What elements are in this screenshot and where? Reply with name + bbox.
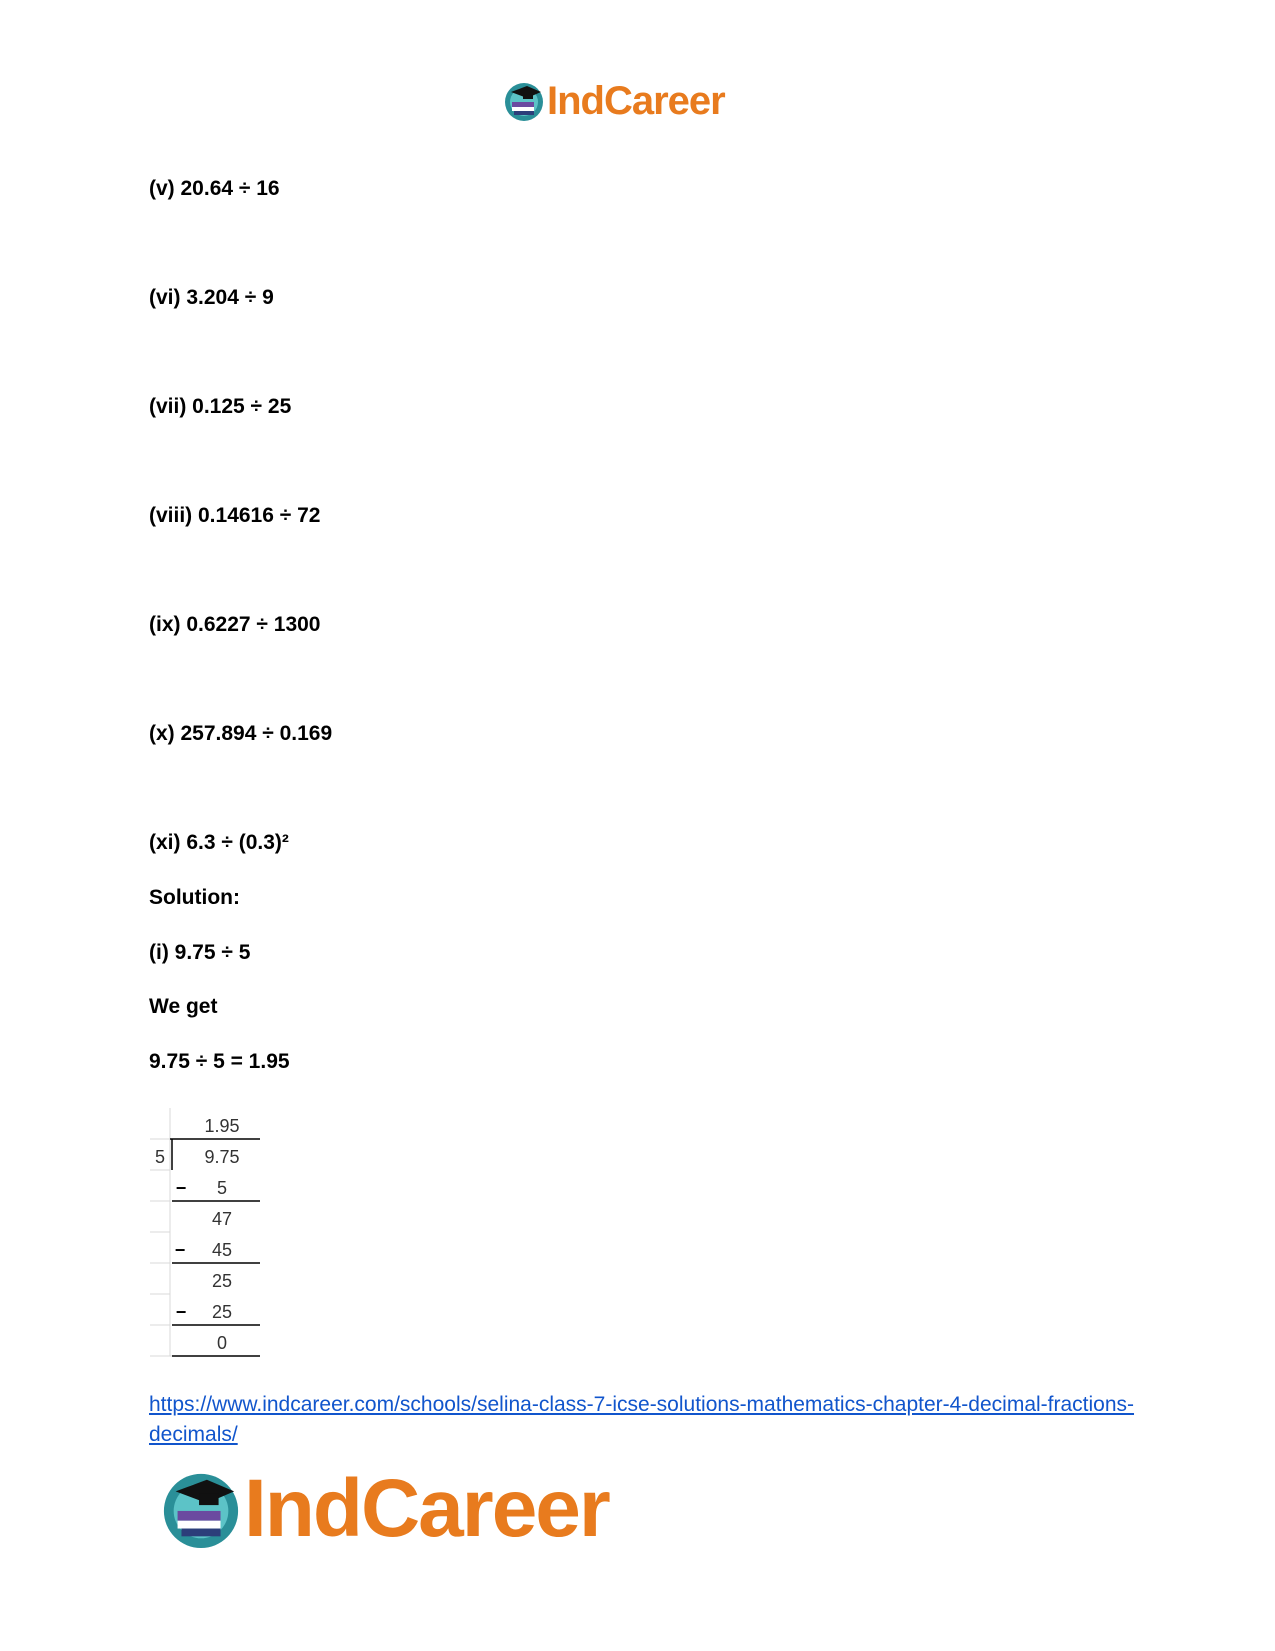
question-v: (v) 20.64 ÷ 16	[149, 177, 280, 200]
division-divisor: 5	[154, 1147, 166, 1167]
footer-logo	[160, 1464, 609, 1554]
question-x: (x) 257.894 ÷ 0.169	[149, 722, 333, 745]
solution-heading: Solution:	[149, 886, 240, 909]
division-final-remainder: 0	[216, 1333, 228, 1353]
division-subtract-1: 5	[216, 1178, 228, 1198]
solution-result: 9.75 ÷ 5 = 1.95	[149, 1050, 290, 1073]
division-subtract-2: 45	[211, 1240, 233, 1260]
division-minus-3: −	[175, 1302, 187, 1322]
division-minus-1: −	[175, 1178, 187, 1198]
question-vii: (vii) 0.125 ÷ 25	[149, 395, 292, 418]
header-logo	[503, 76, 725, 126]
source-link[interactable]: https://www.indcareer.com/schools/selina-class-7-icse-solutions-mathematics-chapter-4-decimal-fractions-decimals/	[149, 1393, 1135, 1446]
division-minus-2: −	[174, 1240, 186, 1260]
solution-we-get: We get	[149, 995, 218, 1018]
question-vi: (vi) 3.204 ÷ 9	[149, 286, 274, 309]
header-logo-text: IndCareer	[547, 79, 725, 123]
division-remainder-2: 25	[211, 1271, 233, 1291]
division-remainder-1: 47	[211, 1209, 233, 1229]
solution-part: (i) 9.75 ÷ 5	[149, 941, 251, 964]
division-dividend: 9.75	[204, 1147, 240, 1167]
question-ix: (ix) 0.6227 ÷ 1300	[149, 613, 321, 636]
division-quotient: 1.95	[204, 1116, 240, 1136]
footer-logo-text: IndCareer	[244, 1463, 609, 1554]
long-division-figure	[150, 1108, 268, 1364]
logo-globe-icon	[160, 1468, 242, 1550]
question-xi: (xi) 6.3 ÷ (0.3)²	[149, 831, 289, 854]
division-subtract-3: 25	[211, 1302, 233, 1322]
logo-globe-icon	[503, 80, 545, 122]
question-viii: (viii) 0.14616 ÷ 72	[149, 504, 321, 527]
